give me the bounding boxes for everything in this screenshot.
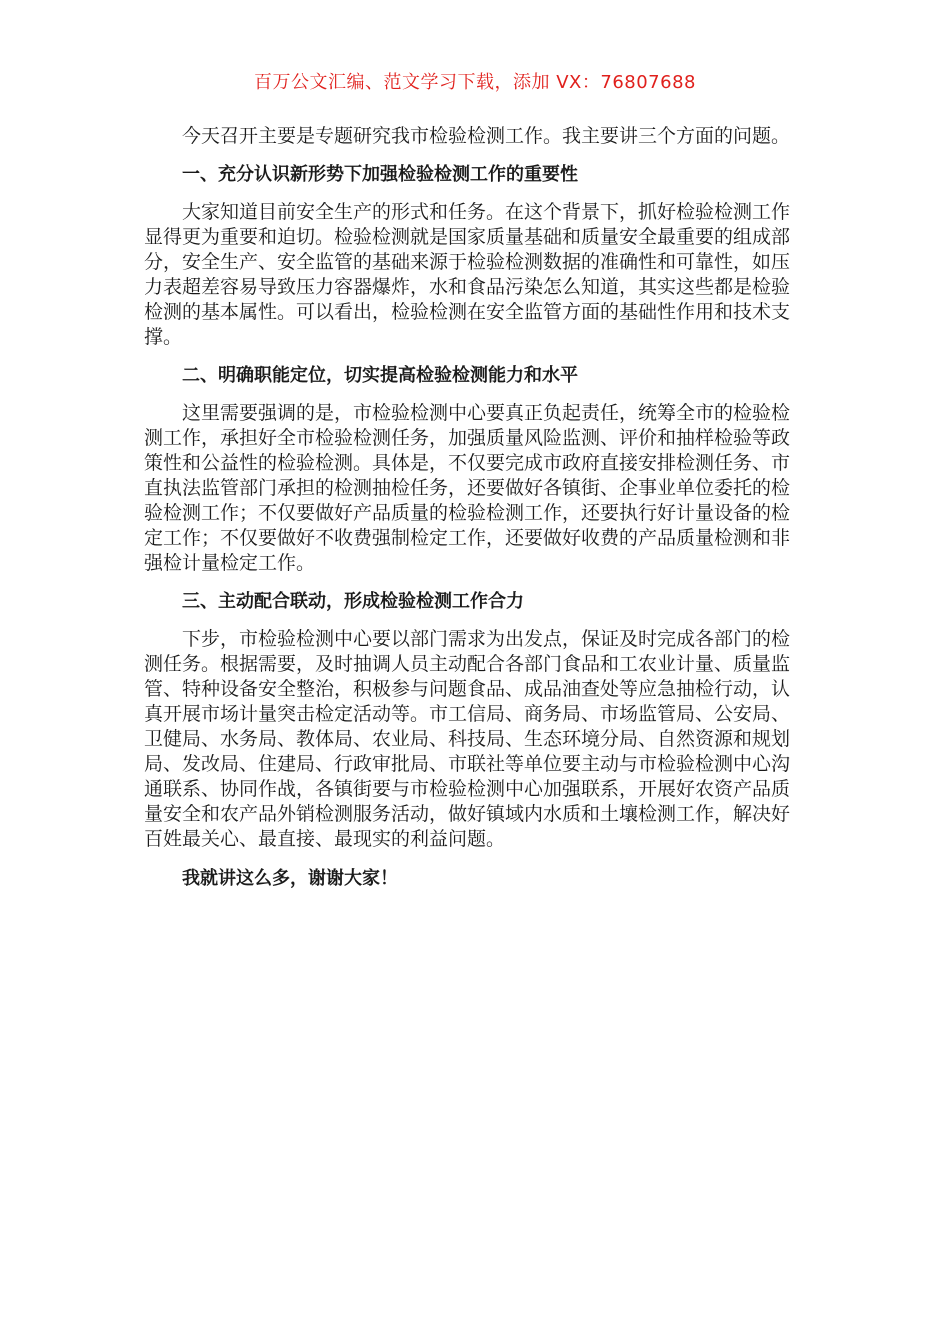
intro-paragraph: 今天召开主要是专题研究我市检验检测工作。我主要讲三个方面的问题。 [182, 125, 791, 147]
section-2-paragraph: 这里需要强调的是，市检验检测中心要真正负起责任，统筹全市的检验检测工作，承担好全市检验检测任务，加强质量风险监测、评价和抽样检验等政策性和公益性的检验检测。具体是，不仅要完成市政府直接安排检测任务、市直执法监管部门承担的检测抽检任务，还要做好各镇街、企事业单位委托的检验检测工作；不仅要做好产品质量的检验检测工作，还要执行好计量设备的检定工作；不仅要做好不收费强制检定工作，还要做好收费的产品质量检测和非强检计量检定工作。 [144, 402, 791, 574]
section-1-paragraph: 大家知道目前安全生产的形式和任务。在这个背景下，抓好检验检测工作显得更为重要和迫切。检验检测就是国家质量基础和质量安全最重要的组成部分，安全生产、安全监管的基础来源于检验检测数据的准确性和可靠性，如压力表超差容易导致压力容器爆炸，水和食品污染怎么知道，其实这些都是检验检测的基本属性。可以看出，检验检测在安全监管方面的基础性作用和技术支撑。 [144, 201, 791, 348]
promo-banner: 百万公文汇编、范文学习下载，添加 VX：76807688 [254, 72, 696, 93]
section-3-paragraph: 下步，市检验检测中心要以部门需求为出发点，保证及时完成各部门的检测任务。根据需要，及时抽调人员主动配合各部门食品和工农业计量、质量监管、特种设备安全整治，积极参与问题食品、成品油查处等应急抽检行动，认真开展市场计量突击检定活动等。市工信局、商务局、市场监管局、公安局、卫健局、水务局、教体局、农业局、科技局、生态环境分局、自然资源和规划局、发改局、住建局、行政审批局、市联社等单位要主动与市检验检测中心沟通联系、协同作战，各镇街要与市检验检测中心加强联系，开展好农资产品质量安全和农产品外销检测服务活动，做好镇域内水质和土壤检测工作，解决好百姓最关心、最直接、最现实的利益问题。 [144, 628, 791, 850]
closing-remark: 我就讲这么多，谢谢大家！ [182, 868, 398, 889]
section-3-heading: 三、主动配合联动，形成检验检测工作合力 [182, 591, 524, 612]
speech-body [144, 124, 790, 891]
section-2-heading: 二、明确职能定位，切实提高检验检测能力和水平 [182, 365, 578, 386]
section-1-heading: 一、充分认识新形势下加强检验检测工作的重要性 [182, 164, 578, 185]
